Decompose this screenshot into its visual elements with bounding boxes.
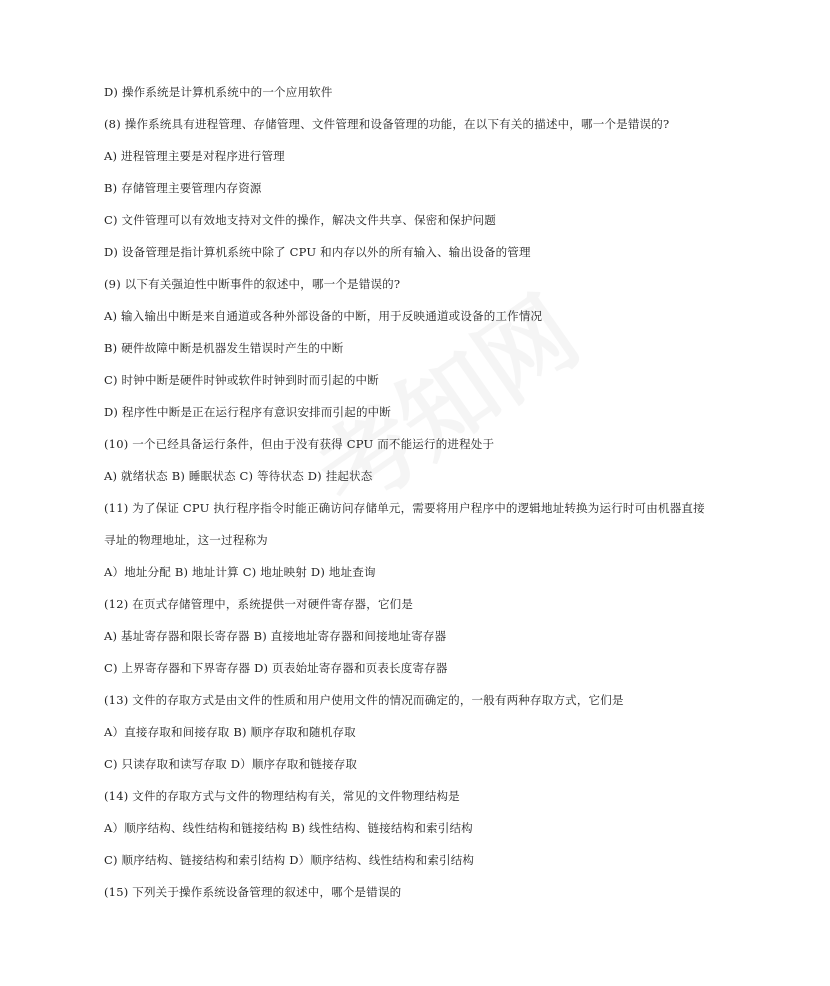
options-12-cd: C) 上界寄存器和下界寄存器 D) 页表始址寄存器和页表长度寄存器 xyxy=(104,661,448,675)
options-12-ab: A) 基址寄存器和限长寄存器 B) 直接地址寄存器和间接地址寄存器 xyxy=(104,629,447,643)
option-7d: D) 操作系统是计算机系统中的一个应用软件 xyxy=(104,85,333,99)
question-9: (9) 以下有关强迫性中断事件的叙述中，哪一个是错误的? xyxy=(104,277,401,291)
question-13: (13) 文件的存取方式是由文件的性质和用户使用文件的情况而确定的，一般有两种存取方式，它们是 xyxy=(104,693,624,707)
question-14: (14) 文件的存取方式与文件的物理结构有关，常见的文件物理结构是 xyxy=(104,789,460,803)
option-8b: B) 存储管理主要管理内存资源 xyxy=(104,181,262,195)
option-8a: A) 进程管理主要是对程序进行管理 xyxy=(104,149,285,163)
option-9d: D) 程序性中断是正在运行程序有意识安排而引起的中断 xyxy=(104,405,392,419)
option-9a: A) 输入输出中断是来自通道或各种外部设备的中断，用于反映通道或设备的工作情况 xyxy=(104,309,543,323)
question-11: (11) 为了保证 CPU 执行程序指令时能正确访问存储单元，需要将用户程序中的逻辑地址转换为运行时可由机器直接 xyxy=(104,501,705,515)
question-12: (12) 在页式存储管理中，系统提供一对硬件寄存器，它们是 xyxy=(104,597,414,611)
options-10: A) 就绪状态 B) 睡眠状态 C) 等待状态 D) 挂起状态 xyxy=(104,469,373,483)
option-8d: D) 设备管理是指计算机系统中除了 CPU 和内存以外的所有输入、输出设备的管理 xyxy=(104,245,531,259)
question-11-cont: 寻址的物理地址，这一过程称为 xyxy=(104,533,268,547)
options-11: A）地址分配 B) 地址计算 C) 地址映射 D) 地址查询 xyxy=(104,565,376,579)
option-9c: C) 时钟中断是硬件时钟或软件时钟到时而引起的中断 xyxy=(104,373,379,387)
option-8c: C) 文件管理可以有效地支持对文件的操作，解决文件共享、保密和保护问题 xyxy=(104,213,496,227)
options-14-cd: C) 顺序结构、链接结构和索引结构 D）顺序结构、线性结构和索引结构 xyxy=(104,853,475,867)
options-13-cd: C) 只读存取和读写存取 D）顺序存取和链接存取 xyxy=(104,757,358,771)
options-14-ab: A）顺序结构、线性结构和链接结构 B) 线性结构、链接结构和索引结构 xyxy=(104,821,473,835)
options-13-ab: A）直接存取和间接存取 B) 顺序存取和随机存取 xyxy=(104,725,356,739)
watermark xyxy=(287,260,601,537)
option-9b: B) 硬件故障中断是机器发生错误时产生的中断 xyxy=(104,341,344,355)
question-8: (8) 操作系统具有进程管理、存储管理、文件管理和设备管理的功能，在以下有关的描述中，哪一个是错误的? xyxy=(104,117,670,131)
question-10: (10) 一个已经具备运行条件，但由于没有获得 CPU 而不能运行的进程处于 xyxy=(104,437,495,451)
question-15: (15) 下列关于操作系统设备管理的叙述中，哪个是错误的 xyxy=(104,885,402,899)
